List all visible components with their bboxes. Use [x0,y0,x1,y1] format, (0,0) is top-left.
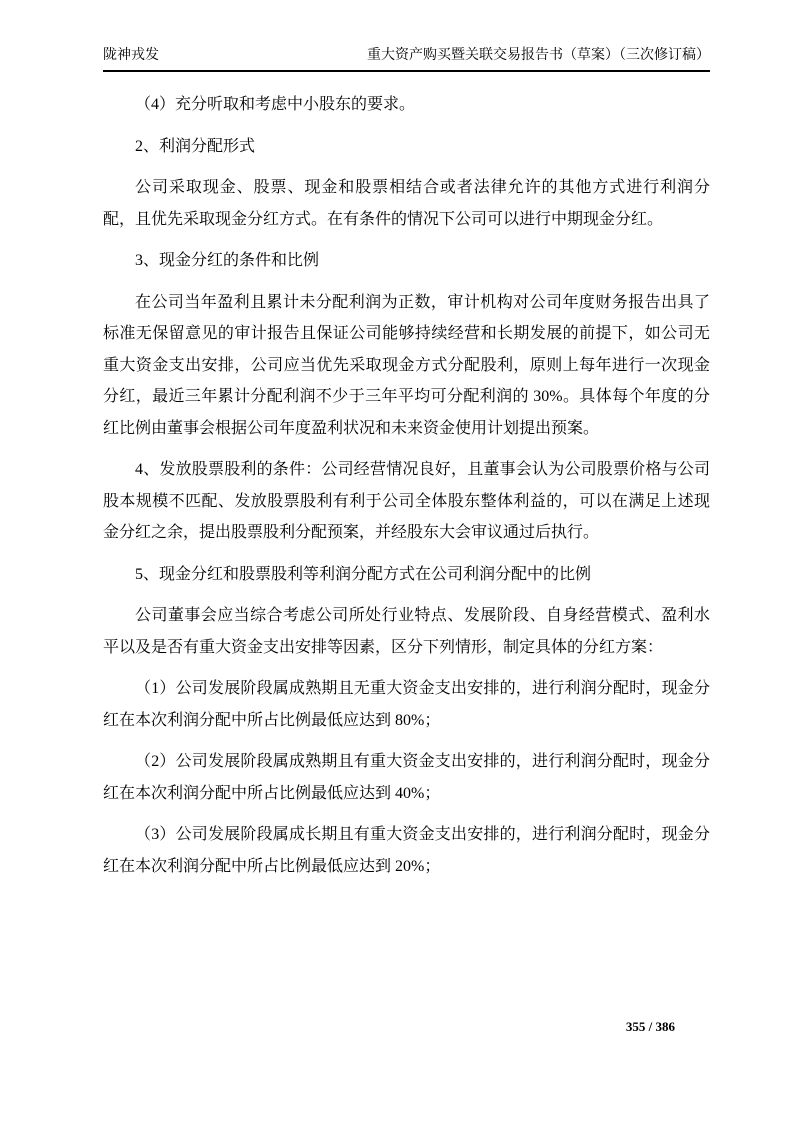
page-footer [626,1019,675,1035]
header-company-name: 陇神戎发 [103,48,159,63]
paragraph-case-2-mature-with-spending: （2）公司发展阶段属成熟期且有重大资金支出安排的，进行利润分配时，现金分红在本次利润分配中所占比例最低应达到 40%； [103,753,710,802]
page-header [103,46,710,72]
section-heading-3: 3、现金分红的条件和比例 [135,252,320,269]
paragraph-cash-dividend-conditions: 在公司当年盈利且累计未分配利润为正数，审计机构对公司年度财务报告出具了标准无保留意见的审计报告且保证公司能够持续经营和长期发展的前提下，如公司无重大资金支出安排，公司应当优先采取现金方式分配股利，原则上每年进行一次现金分红，最近三年累计分配利润不少于三年平均可分配利润的 30%。具体每个年度的分红比例由董事会根据公司年度盈利状况和未来资金使用计划提出预案。 [103,293,710,437]
header-report-title: 重大资产购买暨关联交易报告书（草案）（三次修订稿） [367,48,710,63]
paragraph-case-3-growth-with-spending: （3）公司发展阶段属成长期且有重大资金支出安排的，进行利润分配时，现金分红在本次利润分配中所占比例最低应达到 20%； [103,826,710,875]
paragraph-stock-dividend-conditions: 4、发放股票股利的条件：公司经营情况良好，且董事会认为公司股票价格与公司股本规模不匹配、发放股票股利有利于公司全体股东整体利益的，可以在满足上述现金分红之余，提出股票股利分配预案，并经股东大会审议通过后执行。 [103,461,710,541]
document-body [103,89,710,892]
paragraph-case-1-mature-no-spending: （1）公司发展阶段属成熟期且无重大资金支出安排的，进行利润分配时，现金分红在本次利润分配中所占比例最低应达到 80%； [103,680,710,729]
paragraph-item-4: （4）充分听取和考虑中小股东的要求。 [135,96,416,113]
paragraph-dividend-forms: 公司采取现金、股票、现金和股票相结合或者法律允许的其他方式进行利润分配，且优先采取现金分红方式。在有条件的情况下公司可以进行中期现金分红。 [103,179,710,228]
paragraph-board-considerations: 公司董事会应当综合考虑公司所处行业特点、发展阶段、自身经营模式、盈利水平以及是否有重大资金支出安排等因素，区分下列情形，制定具体的分红方案： [103,607,710,656]
section-heading-5: 5、现金分红和股票股利等利润分配方式在公司利润分配中的比例 [135,565,592,583]
section-heading-2: 2、利润分配形式 [135,137,256,155]
page-number: 355 / 386 [625,1019,675,1034]
